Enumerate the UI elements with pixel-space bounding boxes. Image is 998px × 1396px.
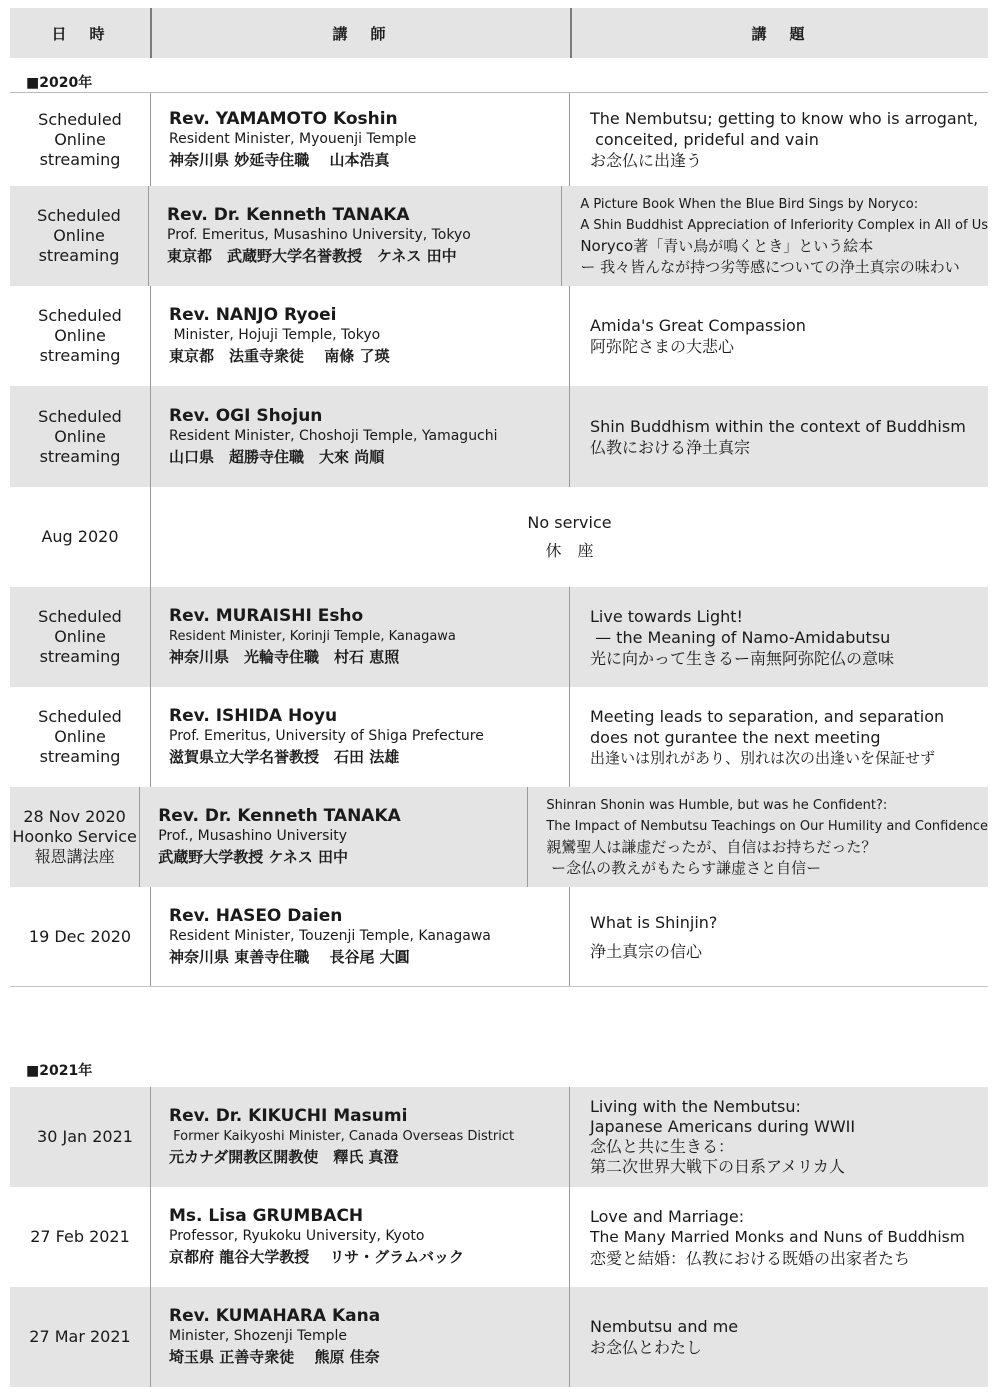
topic-line: conceited, prideful and vain [590, 130, 819, 149]
date-line: streaming [39, 346, 121, 365]
date-line: streaming [39, 647, 121, 666]
lecturer-title: Prof. Emeritus, University of Shiga Prefecture [169, 728, 484, 744]
lecturer-cell [151, 386, 570, 487]
lecturer-title: Professor, Ryukoku University, Kyoto [169, 1228, 425, 1244]
topic-line: A Shin Buddhist Appreciation of Inferiority Complex in All of Us [580, 218, 988, 233]
lecturer-title: Resident Minister, Choshoji Temple, Yamaguchi [169, 427, 498, 444]
date-line: Scheduled [38, 109, 122, 129]
topic-line: Live towards Light! [590, 606, 743, 626]
date-line: 19 Dec 2020 [28, 926, 132, 946]
date-line: Hoonko Service [12, 827, 137, 846]
lecturer-cell [151, 587, 570, 687]
section-label-2020: ■2020年 [26, 75, 93, 91]
lecturer-cell [151, 687, 570, 787]
lecturer-japanese: 元カナダ開教区開教使 釋氏 真澄 [169, 1148, 399, 1166]
header-lecturer: 講 師 [152, 8, 572, 58]
date-line: Scheduled [38, 607, 122, 626]
topic-line: 光に向かって生きるー南無阿弥陀仏の意味 [590, 648, 895, 668]
topic-cell [562, 186, 988, 286]
table-row [10, 687, 988, 787]
topic-line: 恋愛と結婚：仏教における既婚の出家者たち [590, 1248, 911, 1268]
topic-line: Love and Marriage: [590, 1206, 745, 1226]
lecturer-name: Rev. Dr. Kenneth TANAKA [167, 205, 410, 225]
topic-line: 仏教における浄土真宗 [590, 437, 751, 457]
lecturer-name: Rev. Dr. Kenneth TANAKA [158, 806, 401, 826]
lecturer-title: Resident Minister, Korinji Temple, Kanagawa [169, 629, 456, 644]
table-row [10, 487, 988, 587]
date-line: 27 Mar 2021 [29, 1327, 131, 1346]
date-line: streaming [39, 149, 121, 169]
topic-line: Living with the Nembutsu: [590, 1097, 801, 1116]
lecturer-japanese: 東京都 武蔵野大学名誉教授 ケネス 田中 [167, 247, 457, 265]
lecturer-name: Rev. ISHIDA Hoyu [169, 706, 338, 726]
lecturer-japanese: 山口県 超勝寺住職 大來 尚順 [169, 447, 385, 466]
header-date: 日 時 [10, 8, 152, 58]
lecturer-name: Rev. NANJO Ryoei [169, 305, 337, 325]
topic-cell [570, 687, 988, 787]
lecturer-name: Rev. Dr. KIKUCHI Masumi [169, 1106, 408, 1126]
lecturer-name: Rev. KUMAHARA Kana [169, 1306, 381, 1326]
lecturer-japanese: 武蔵野大学教授 ケネス 田中 [158, 848, 349, 866]
date-line: Online [54, 326, 106, 345]
topic-line: A Picture Book When the Blue Bird Sings by Noryco: [580, 197, 919, 212]
topic-line: Shinran Shonin was Humble, but was he Confident?: [546, 798, 888, 813]
date-cell [10, 93, 151, 186]
date-line: streaming [39, 747, 121, 766]
table-row [10, 286, 988, 386]
topic-line: お念仏に出逢う [590, 151, 703, 170]
date-line: Online [54, 426, 106, 446]
date-cell [10, 687, 151, 787]
lecturer-cell [151, 1287, 570, 1387]
lecturer-title: Former Kaikyoshi Minister, Canada Overseas District [169, 1129, 515, 1144]
topic-cell [528, 787, 988, 887]
date-cell [10, 1087, 151, 1187]
topic-line: 親鸞聖人は謙虚だったが、自信はお持ちだった？ [546, 838, 877, 856]
date-line: Scheduled [38, 406, 122, 426]
lecturer-cell [149, 186, 562, 286]
table-row [10, 1087, 988, 1187]
table-row [10, 887, 988, 987]
lecturer-title: Minister, Hojuji Temple, Tokyo [169, 327, 381, 343]
table-row [10, 787, 988, 887]
lecturer-name: Rev. HASEO Daien [169, 905, 343, 926]
lecturer-japanese: 滋賀県立大学名誉教授 石田 法雄 [169, 748, 400, 766]
lecturer-japanese: 神奈川県 光輪寺住職 村石 恵照 [169, 648, 400, 666]
lecturer-japanese: 埼玉県 正善寺衆徒 熊原 佳奈 [169, 1348, 380, 1366]
topic-cell [570, 93, 988, 186]
table-header [10, 8, 988, 58]
table-row [10, 186, 988, 286]
lecturer-name: Rev. MURAISHI Esho [169, 606, 364, 626]
topic-line: Japanese Americans during WWII [590, 1117, 856, 1136]
lecturer-japanese: 東京都 法重寺衆徒 南條 了瑛 [169, 347, 390, 365]
topic-line: The Nembutsu; getting to know who is arrogant, [590, 109, 979, 128]
lecturer-title: Prof. Emeritus, Musashino University, Tokyo [167, 227, 471, 243]
lecturer-japanese: 神奈川県 妙延寺住職 山本浩真 [169, 150, 390, 169]
topic-line: 阿弥陀さまの大悲心 [590, 337, 735, 356]
date-line: Scheduled [38, 306, 122, 325]
table-row [10, 1287, 988, 1387]
no-service-label: No service [527, 513, 612, 532]
date-line: Aug 2020 [41, 527, 119, 546]
topic-line: Nembutsu and me [590, 1317, 739, 1336]
lecturer-name: Rev. OGI Shojun [169, 405, 323, 426]
topic-line: Noryco著「青い鳥が鳴くとき」という絵本 [580, 237, 874, 255]
topic-line: What is Shinjin? [590, 912, 718, 932]
topic-line: 出逢いは別れがあり、別れは次の出逢いを保証せず [590, 748, 936, 767]
table-row [10, 1187, 988, 1287]
date-cell [10, 286, 151, 386]
lecturer-cell [151, 286, 570, 386]
date-cell [10, 386, 151, 487]
lecturer-cell [151, 1187, 570, 1287]
header-topic: 講 題 [751, 24, 809, 43]
no-service-cell [151, 487, 988, 587]
topic-cell [570, 1087, 988, 1187]
date-cell [10, 787, 140, 887]
date-line: Online [54, 727, 106, 746]
topic-line: 第二次世界大戦下の日系アメリカ人 [590, 1157, 845, 1176]
lecturer-cell [140, 787, 528, 887]
lecturer-japanese: 京都府 龍谷大学教授 リサ・グラムバック [169, 1248, 464, 1266]
topic-cell [570, 1187, 988, 1287]
topic-cell [570, 386, 988, 487]
topic-line: — the Meaning of Namo-Amidabutsu [590, 627, 891, 647]
topic-line: お念仏とわたし [590, 1338, 703, 1357]
topic-line: The Many Married Monks and Nuns of Buddhism [590, 1227, 965, 1246]
table-row [10, 587, 988, 687]
lecturer-title: Resident Minister, Myouenji Temple [169, 130, 417, 147]
date-line: streaming [38, 246, 120, 265]
date-cell [10, 186, 149, 286]
topic-line: Shin Buddhism within the context of Buddhism [590, 416, 966, 436]
topic-line: Amida's Great Compassion [590, 316, 806, 335]
topic-line: Meeting leads to separation, and separation [590, 706, 945, 726]
date-line: 報恩講法座 [34, 847, 115, 866]
topic-cell [570, 587, 988, 687]
lecturer-name: Rev. YAMAMOTO Koshin [169, 108, 398, 129]
date-line: 28 Nov 2020 [23, 807, 126, 826]
lecturer-name: Ms. Lisa GRUMBACH [169, 1206, 364, 1226]
topic-line: does not gurantee the next meeting [590, 727, 881, 747]
topic-line: 浄土真宗の信心 [590, 941, 703, 961]
date-cell [10, 1187, 151, 1287]
date-line: Scheduled [38, 707, 122, 726]
table-row [10, 93, 988, 186]
date-line: 30 Jan 2021 [37, 1127, 133, 1146]
table-row [10, 386, 988, 487]
topic-cell [570, 887, 988, 986]
date-line: Online [54, 627, 106, 646]
topic-cell [570, 1287, 988, 1387]
lecturer-cell [151, 93, 570, 186]
topic-line: ー 我々皆んなが持つ劣等感についての浄土真宗の味わい [580, 258, 960, 276]
date-line: Online [54, 129, 106, 149]
lecturer-japanese: 神奈川県 東善寺住職 長谷尾 大圓 [169, 947, 410, 966]
topic-line: ー念仏の教えがもたらす謙虚さと自信ー [546, 859, 822, 877]
date-cell [10, 487, 151, 587]
lecturer-cell [151, 887, 570, 986]
date-line: Scheduled [37, 206, 121, 225]
lecturer-title: Prof., Musashino University [158, 828, 348, 844]
lecturer-title: Resident Minister, Touzenji Temple, Kanagawa [169, 927, 491, 944]
topic-line: The Impact of Nembutsu Teachings on Our Humility and Confidence [546, 819, 988, 834]
lecturer-cell [151, 1087, 570, 1187]
date-line: streaming [39, 446, 121, 466]
lecturer-title: Minister, Shozenji Temple [169, 1328, 347, 1344]
topic-cell [570, 286, 988, 386]
date-cell [10, 1287, 151, 1387]
no-service-label-jp: 休 座 [545, 541, 594, 560]
date-cell [10, 887, 151, 986]
date-line: 27 Feb 2021 [30, 1227, 130, 1246]
date-cell [10, 587, 151, 687]
date-line: Online [53, 226, 105, 245]
topic-line: 念仏と共に生きる： [590, 1137, 735, 1156]
section-label-2021: ■2021年 [26, 1063, 93, 1079]
